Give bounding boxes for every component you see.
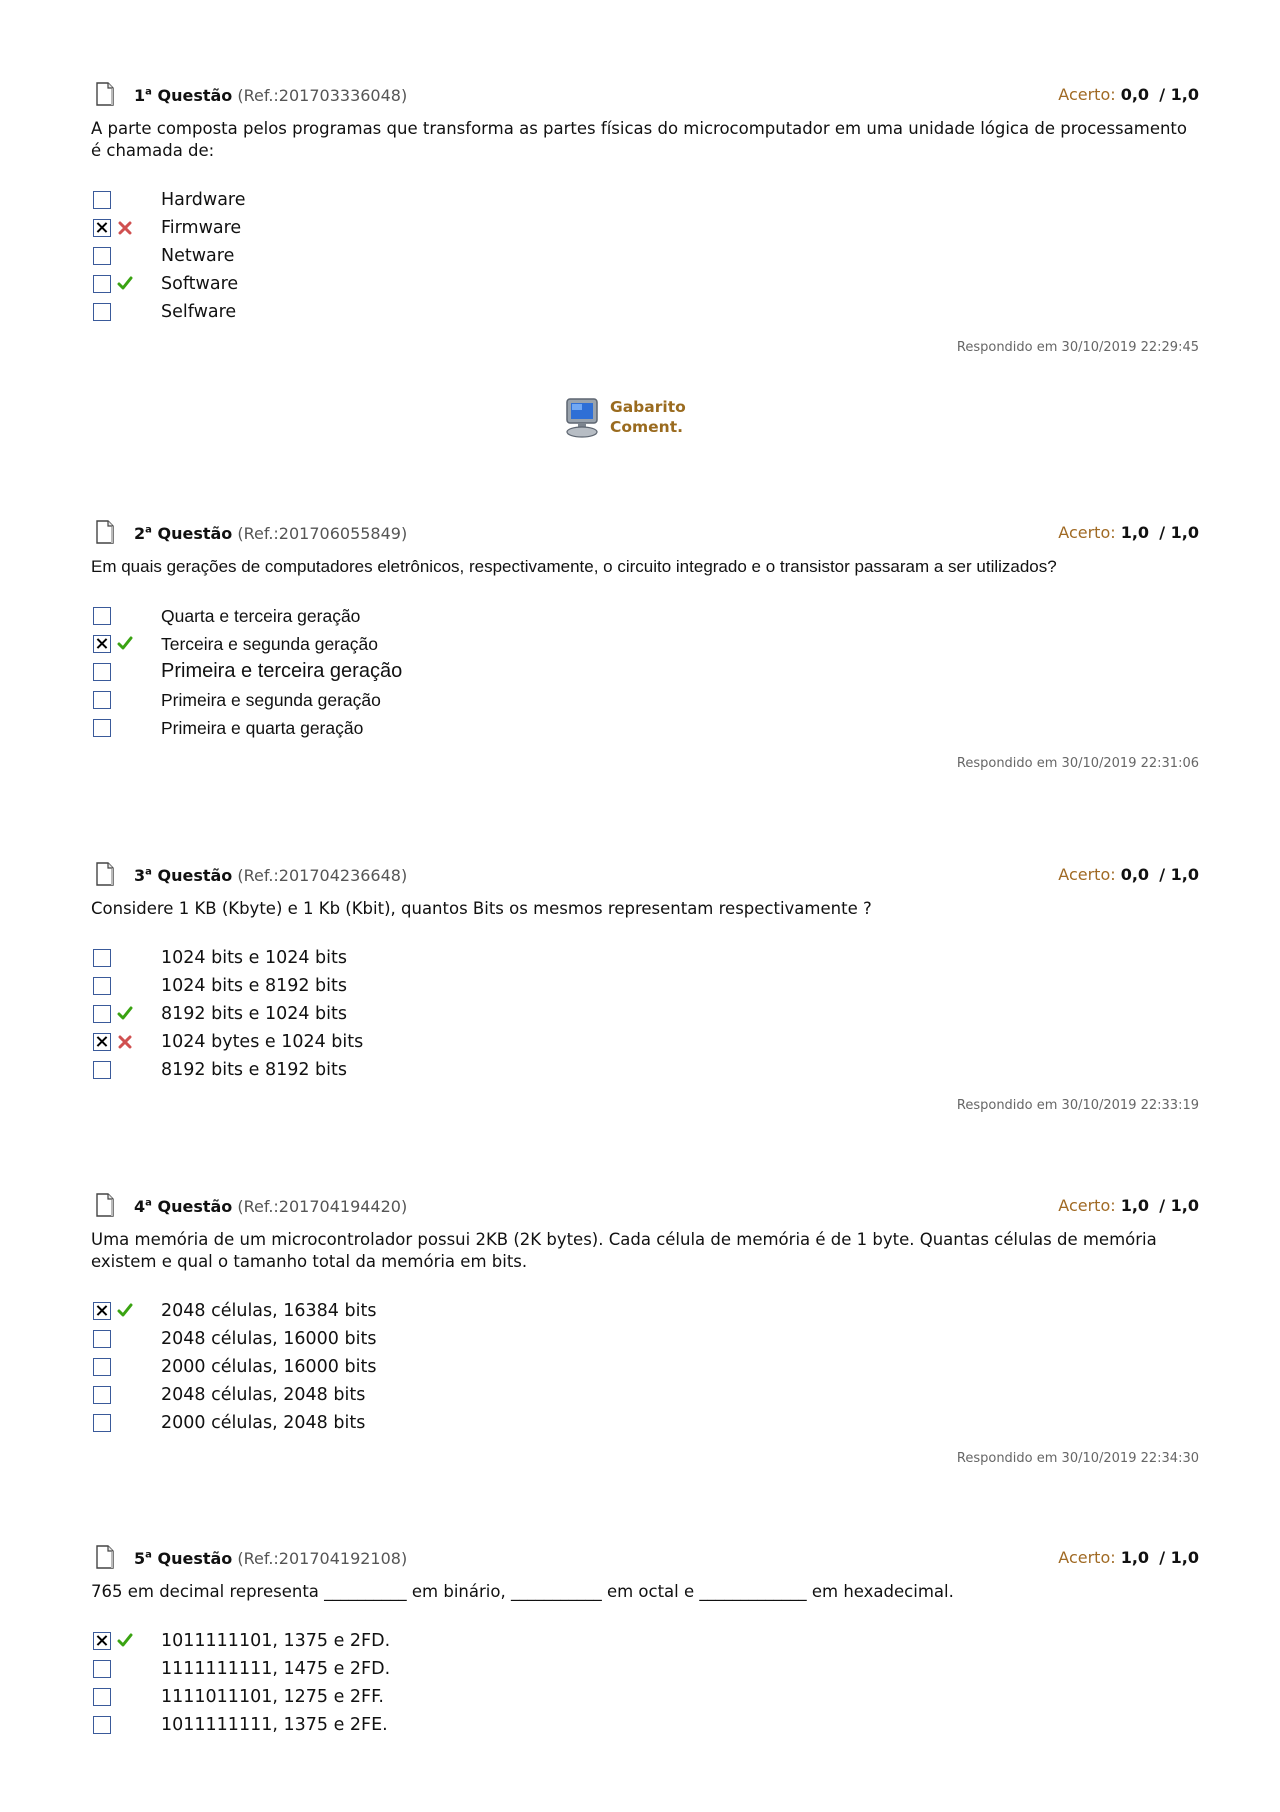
option-label: 1024 bytes e 1024 bits [161,1032,364,1052]
option-label: 1111011101, 1275 e 2FF. [161,1687,384,1707]
option-checkbox[interactable] [93,1414,111,1432]
question-ref: (Ref.:201706055849) [237,524,408,543]
question-number: 1$^a$ Questão [134,86,233,105]
question-text: Considere 1 KB (Kbyte) e 1 Kb (Kbit), quantos Bits os mesmos representam respectivamente ? [91,899,872,918]
option-label: 1011111111, 1375 e 2FE. [161,1715,388,1735]
option-checkbox[interactable] [93,219,111,237]
answered-timestamp: Respondido em 30/10/2019 22:29:45 [956,340,1199,355]
score-max: / 1,0 [1159,1548,1199,1567]
score-value: 0,0 [1120,85,1150,104]
option-item[interactable] [91,632,1199,660]
option-item[interactable] [91,1002,1199,1030]
correct-check-icon [117,274,133,292]
option-checkbox[interactable] [93,691,111,709]
question-number: 5$^a$ Questão [134,1549,233,1568]
option-checkbox[interactable] [93,191,111,209]
option-item[interactable] [91,946,1199,974]
answered-timestamp: Respondido em 30/10/2019 22:33:19 [956,1098,1199,1113]
document-icon [95,862,115,886]
option-checkbox[interactable] [93,1358,111,1376]
option-label: 2048 células, 16000 bits [161,1329,377,1349]
question-2 [91,522,1199,771]
option-item[interactable] [91,1355,1199,1383]
correct-check-icon [117,1631,133,1649]
option-label: 1111111111, 1475 e 2FD. [161,1659,391,1679]
wrong-x-icon [117,218,133,236]
question-number: 4$^a$ Questão [134,1197,233,1216]
wrong-x-icon [117,1032,133,1050]
gabarito-line1: Gabarito [610,398,686,416]
question-5 [91,1547,1199,1741]
question-text: Uma memória de um microcontrolador possui 2KB (2K bytes). Cada célula de memória é de 1 byte. Quantas células de memória existem e qual o tamanho total da memória em bits. [91,1230,1157,1271]
question-header [91,1195,1199,1221]
option-checkbox[interactable] [93,1716,111,1734]
question-4 [91,1195,1199,1466]
option-label: Software [161,274,239,294]
question-header [91,1547,1199,1573]
score-max: / 1,0 [1159,523,1199,542]
option-label: 1024 bits e 8192 bits [161,976,347,996]
question-ref: (Ref.:201704192108) [237,1549,408,1568]
score-value: 1,0 [1120,1196,1150,1215]
document-icon [95,82,115,106]
question-header [91,864,1199,890]
option-item[interactable] [91,660,1199,688]
option-checkbox[interactable] [93,1330,111,1348]
option-item[interactable] [91,1629,1199,1657]
option-label: 2000 células, 16000 bits [161,1357,377,1377]
score: Acerto: 1,0 / 1,0 [1058,1548,1199,1567]
option-label: Selfware [161,302,237,322]
option-label: 8192 bits e 8192 bits [161,1060,347,1080]
options-list [91,1629,1199,1741]
option-label: 1024 bits e 1024 bits [161,948,347,968]
option-label: Primeira e segunda geração [161,690,381,710]
option-item[interactable] [91,604,1199,632]
option-checkbox[interactable] [93,663,111,681]
question-ref: (Ref.:201704194420) [237,1197,408,1216]
computer-monitor-icon [563,397,603,439]
option-checkbox[interactable] [93,977,111,995]
option-label: Terceira e segunda geração [161,634,378,654]
score-value: 1,0 [1120,523,1150,542]
question-text: A parte composta pelos programas que transforma as partes físicas do microcomputador em uma unidade lógica de processamento é chamada de: [91,119,1187,160]
score-max: / 1,0 [1159,85,1199,104]
gabarito-comentado-button[interactable] [563,395,743,441]
option-item[interactable] [91,1299,1199,1327]
option-item[interactable] [91,1030,1199,1058]
option-item[interactable] [91,216,1199,244]
options-list [91,946,1199,1086]
option-checkbox[interactable] [93,635,111,653]
options-list [91,188,1199,328]
option-label: Quarta e terceira geração [161,606,361,626]
option-item[interactable] [91,300,1199,328]
option-item[interactable] [91,244,1199,272]
option-checkbox[interactable] [93,303,111,321]
score-max: / 1,0 [1159,865,1199,884]
option-checkbox[interactable] [93,1386,111,1404]
option-label: 2000 células, 2048 bits [161,1413,366,1433]
option-checkbox[interactable] [93,719,111,737]
score: Acerto: 0,0 / 1,0 [1058,865,1199,884]
score: Acerto: 0,0 / 1,0 [1058,85,1199,104]
option-item[interactable] [91,1411,1199,1439]
option-checkbox[interactable] [93,1688,111,1706]
option-checkbox[interactable] [93,949,111,967]
option-label: Primeira e terceira geração [161,660,403,682]
question-3 [91,864,1199,1113]
option-item[interactable] [91,974,1199,1002]
option-item[interactable] [91,716,1199,744]
question-text: Em quais gerações de computadores eletrônicos, respectivamente, o circuito integrado e o transistor passaram a ser utilizados? [91,557,1057,576]
option-checkbox[interactable] [93,247,111,265]
option-label: 2048 células, 2048 bits [161,1385,366,1405]
option-item[interactable] [91,688,1199,716]
option-label: Netware [161,246,235,266]
option-checkbox[interactable] [93,607,111,625]
question-header [91,84,1199,110]
option-label: 1011111101, 1375 e 2FD. [161,1631,391,1651]
option-checkbox[interactable] [93,1061,111,1079]
option-item[interactable] [91,1383,1199,1411]
question-text: 765 em decimal representa __________ em binário, ___________ em octal e _____________ em hexadecimal. [91,1582,954,1601]
question-ref: (Ref.:201704236648) [237,866,408,885]
score-value: 0,0 [1120,865,1150,884]
option-checkbox[interactable] [93,275,111,293]
document-icon [95,1545,115,1569]
correct-check-icon [117,1301,133,1319]
score: Acerto: 1,0 / 1,0 [1058,1196,1199,1215]
options-list [91,1299,1199,1439]
question-number: 3$^a$ Questão [134,866,233,885]
score: Acerto: 1,0 / 1,0 [1058,523,1199,542]
gabarito-line2: Coment. [610,418,684,436]
score-value: 1,0 [1120,1548,1150,1567]
option-item[interactable] [91,1713,1199,1741]
option-item[interactable] [91,1058,1199,1086]
correct-check-icon [117,634,133,652]
option-item[interactable] [91,272,1199,300]
question-ref: (Ref.:201703336048) [237,86,408,105]
option-item[interactable] [91,1657,1199,1685]
option-label: 8192 bits e 1024 bits [161,1004,347,1024]
question-header [91,522,1199,548]
option-item[interactable] [91,1327,1199,1355]
answered-timestamp: Respondido em 30/10/2019 22:31:06 [956,756,1199,771]
option-label: Firmware [161,218,242,238]
question-number: 2$^a$ Questão [134,524,233,543]
option-label: 2048 células, 16384 bits [161,1301,377,1321]
option-checkbox[interactable] [93,1302,111,1320]
question-1 [91,84,1199,355]
option-checkbox[interactable] [93,1005,111,1023]
option-label: Hardware [161,190,246,210]
option-checkbox[interactable] [93,1660,111,1678]
document-icon [95,1193,115,1217]
option-item[interactable] [91,1685,1199,1713]
option-checkbox[interactable] [93,1632,111,1650]
document-icon [95,520,115,544]
correct-check-icon [117,1004,133,1022]
option-checkbox[interactable] [93,1033,111,1051]
option-label: Primeira e quarta geração [161,718,364,738]
score-max: / 1,0 [1159,1196,1199,1215]
option-item[interactable] [91,188,1199,216]
options-list [91,604,1199,744]
answered-timestamp: Respondido em 30/10/2019 22:34:30 [956,1451,1199,1466]
